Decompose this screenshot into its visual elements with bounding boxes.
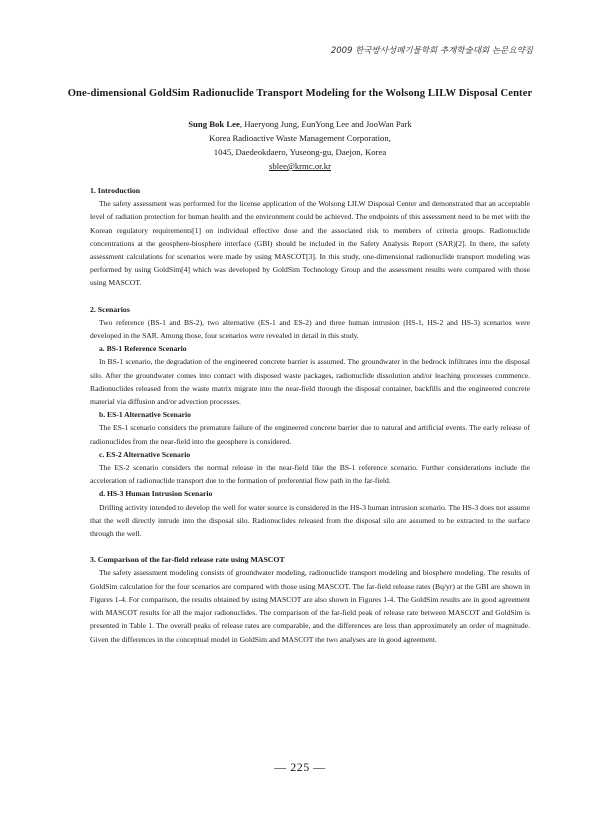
- comparison-paragraph: The safety assessment modeling consists of groundwater modeling, radionuclide transport modeling and biosphere modeling. The results of GoldSim calculation for the four scenarios are compared with those using MASCOT. The far-field release rates (Bq/yr) at the GBI are shown in Figures 1-4. For comparison, the results obtained by using MASCOT are also shown in Figures 1-4. The GoldSim results are in good agreement with MASCOT results for all the major radionuclides. The comparison of the far-field peak of release rate between MASCOT and GoldSim is presented in Table 1. The overall peaks of release rates are comparable, and the differences are less than approximately an order of magnitude. Given the differences in the conceptual model in GoldSim and MASCOT the two analyses are in good agreement.: [90, 568, 530, 644]
- es1-paragraph: The ES-1 scenario considers the premature failure of the engineered concrete barrier due to natural and artificial events. The early release of radionuclides from the near-field into the geosphere is considered.: [90, 423, 530, 446]
- section-heading-scenarios: 2. Scenarios: [90, 304, 130, 314]
- subheading-bs1: a. BS-1 Reference Scenario: [99, 344, 187, 354]
- bs1-paragraph: In BS-1 scenario, the degradation of the engineered concrete barrier is assumed. The groundwater in the bedrock infiltrates into the disposal silo. After the groundwater comes into contact with disposed waste packages, radionuclide dissolution and/or leaching processes commence. Radionuclides released from the waste matrix migrate into the near-field through the disposal container, backfills and the engineered concrete material via diffusion and/or advection processes.: [90, 357, 530, 407]
- section-heading-comparison: 3. Comparison of the far-field release rate using MASCOT: [90, 555, 285, 565]
- paper-body: [90, 184, 530, 646]
- introduction-paragraph: The safety assessment was performed for the license application of the Wolsong LILW Disposal Center and demonstrated that an acceptable level of radiation protection for human health and the environment could be achieved. The endpoints of this assessment need to be met with the Korean regulatory requirements[1] on individual effective dose and the associated risk to members of criteria groups. Radionuclide concentrations at the geosphere-biosphere interface (GBI) should be included in the Safety Analysis Report (SAR)[2]. In there, the safety assessment calculations for scenarios were made by using MASCOT[3]. In this study, one-dimensional radionuclide transport modeling was performed by using GoldSim[4] which was developed by GoldSim Technology Group and the assessment results were compared with those using MASCOT.: [90, 199, 530, 288]
- co-authors: , Haeryong Jung, EunYong Lee and JooWan Park: [239, 119, 412, 129]
- author-names: [0, 117, 600, 131]
- address: 1045, Daedeokdaero, Yuseong-gu, Daejon, Korea: [213, 147, 387, 157]
- email-link[interactable]: sblee@krmc.or.kr: [268, 161, 332, 171]
- lead-author: Sung Bok Lee: [188, 119, 240, 129]
- section-heading-introduction: 1. Introduction: [90, 186, 141, 195]
- paper-title: One-dimensional GoldSim Radionuclide Transport Modeling for the Wolsong LILW Disposal Center: [67, 88, 533, 99]
- scenarios-paragraph: Two reference (BS-1 and BS-2), two alternative (ES-1 and ES-2) and three human intrusion (HS-1, HS-2 and HS-3) scenarios were developed in the SAR. Among those, four scenarios were revealed in detail in this study.: [90, 317, 530, 341]
- affiliation: Korea Radioactive Waste Management Corporation,: [209, 133, 391, 143]
- subheading-es1: b. ES-1 Alternative Scenario: [99, 410, 191, 420]
- hs3-paragraph: Drilling activity intended to develop the well for water source is considered in the HS-3 human intrusion scenario. The HS-3 does not assume that the well directly intrude into the disposal silo. Radionuclides released from the disposal silo are assumed to be extracted to the surface through the well.: [90, 502, 530, 539]
- author-block: [0, 117, 600, 173]
- es2-paragraph: The ES-2 scenario considers the normal release in the near-field like the BS-1 reference scenario. Further considerations include the acceleration of radionuclide transport due to the formation of preferential flow path in the far-field.: [90, 463, 530, 486]
- subheading-es2: c. ES-2 Alternative Scenario: [99, 449, 191, 459]
- subheading-hs3: d. HS-3 Human Intrusion Scenario: [99, 489, 213, 499]
- running-header: 2009 한국방사성폐기물학회 추계학술대회 논문요약집: [330, 46, 533, 56]
- page-number: — 225 —: [274, 760, 326, 774]
